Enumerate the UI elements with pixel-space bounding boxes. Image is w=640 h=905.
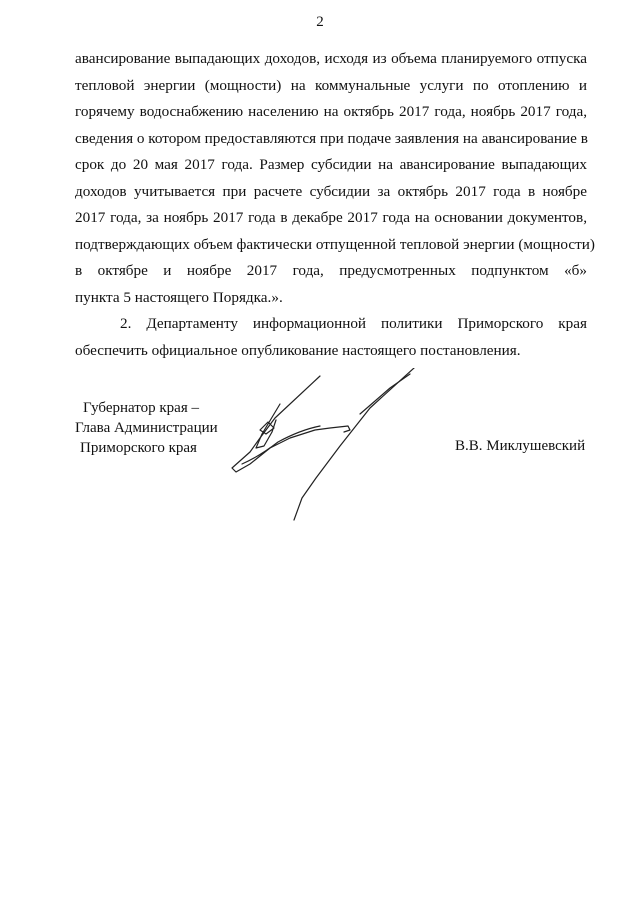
text-line: сведения о котором предоставляются при подаче заявления на авансирование в — [75, 129, 588, 147]
paragraph-continuation — [75, 46, 595, 311]
signatory-title-line: Губернатор края – — [83, 400, 199, 416]
signatory-title-line: Приморского края — [80, 440, 197, 456]
signatory-title-line: Глава Администрации — [75, 420, 218, 436]
text-line: доходов учитывается при расчете субсидии за октябрь 2017 года в ноябре — [75, 182, 587, 200]
text-line: горячему водоснабжению населению на октябрь 2017 года, ноябрь 2017 года, — [75, 103, 587, 120]
text-line: 2. Департаменту информационной политики Приморского края — [120, 315, 587, 332]
page-number: 2 — [316, 14, 324, 30]
signatory-title — [75, 398, 218, 458]
text-line: пункта 5 настоящего Порядка.». — [75, 288, 283, 306]
text-line: подтверждающих объем фактически отпущенной тепловой энергии (мощности) — [75, 235, 595, 253]
text-line: обеспечить официальное опубликование настоящего постановления. — [75, 341, 521, 359]
document-body — [75, 46, 595, 364]
paragraph-item-2 — [75, 311, 587, 364]
signature-block — [0, 398, 640, 538]
handwritten-signature — [220, 368, 450, 528]
text-line: в октябре и ноябре 2017 года, предусмотренных подпунктом «б» — [75, 262, 587, 279]
text-line: авансирование выпадающих доходов, исходя из объема планируемого отпуска — [75, 50, 587, 67]
text-line: 2017 года, за ноябрь 2017 года в декабре 2017 года на основании документов, — [75, 209, 587, 226]
text-line: срок до 20 мая 2017 года. Размер субсидии на авансирование выпадающих — [75, 156, 587, 173]
text-line: тепловой энергии (мощности) на коммунальные услуги по отоплению и — [75, 76, 587, 94]
signatory-name: В.В. Миклушевский — [455, 438, 586, 454]
